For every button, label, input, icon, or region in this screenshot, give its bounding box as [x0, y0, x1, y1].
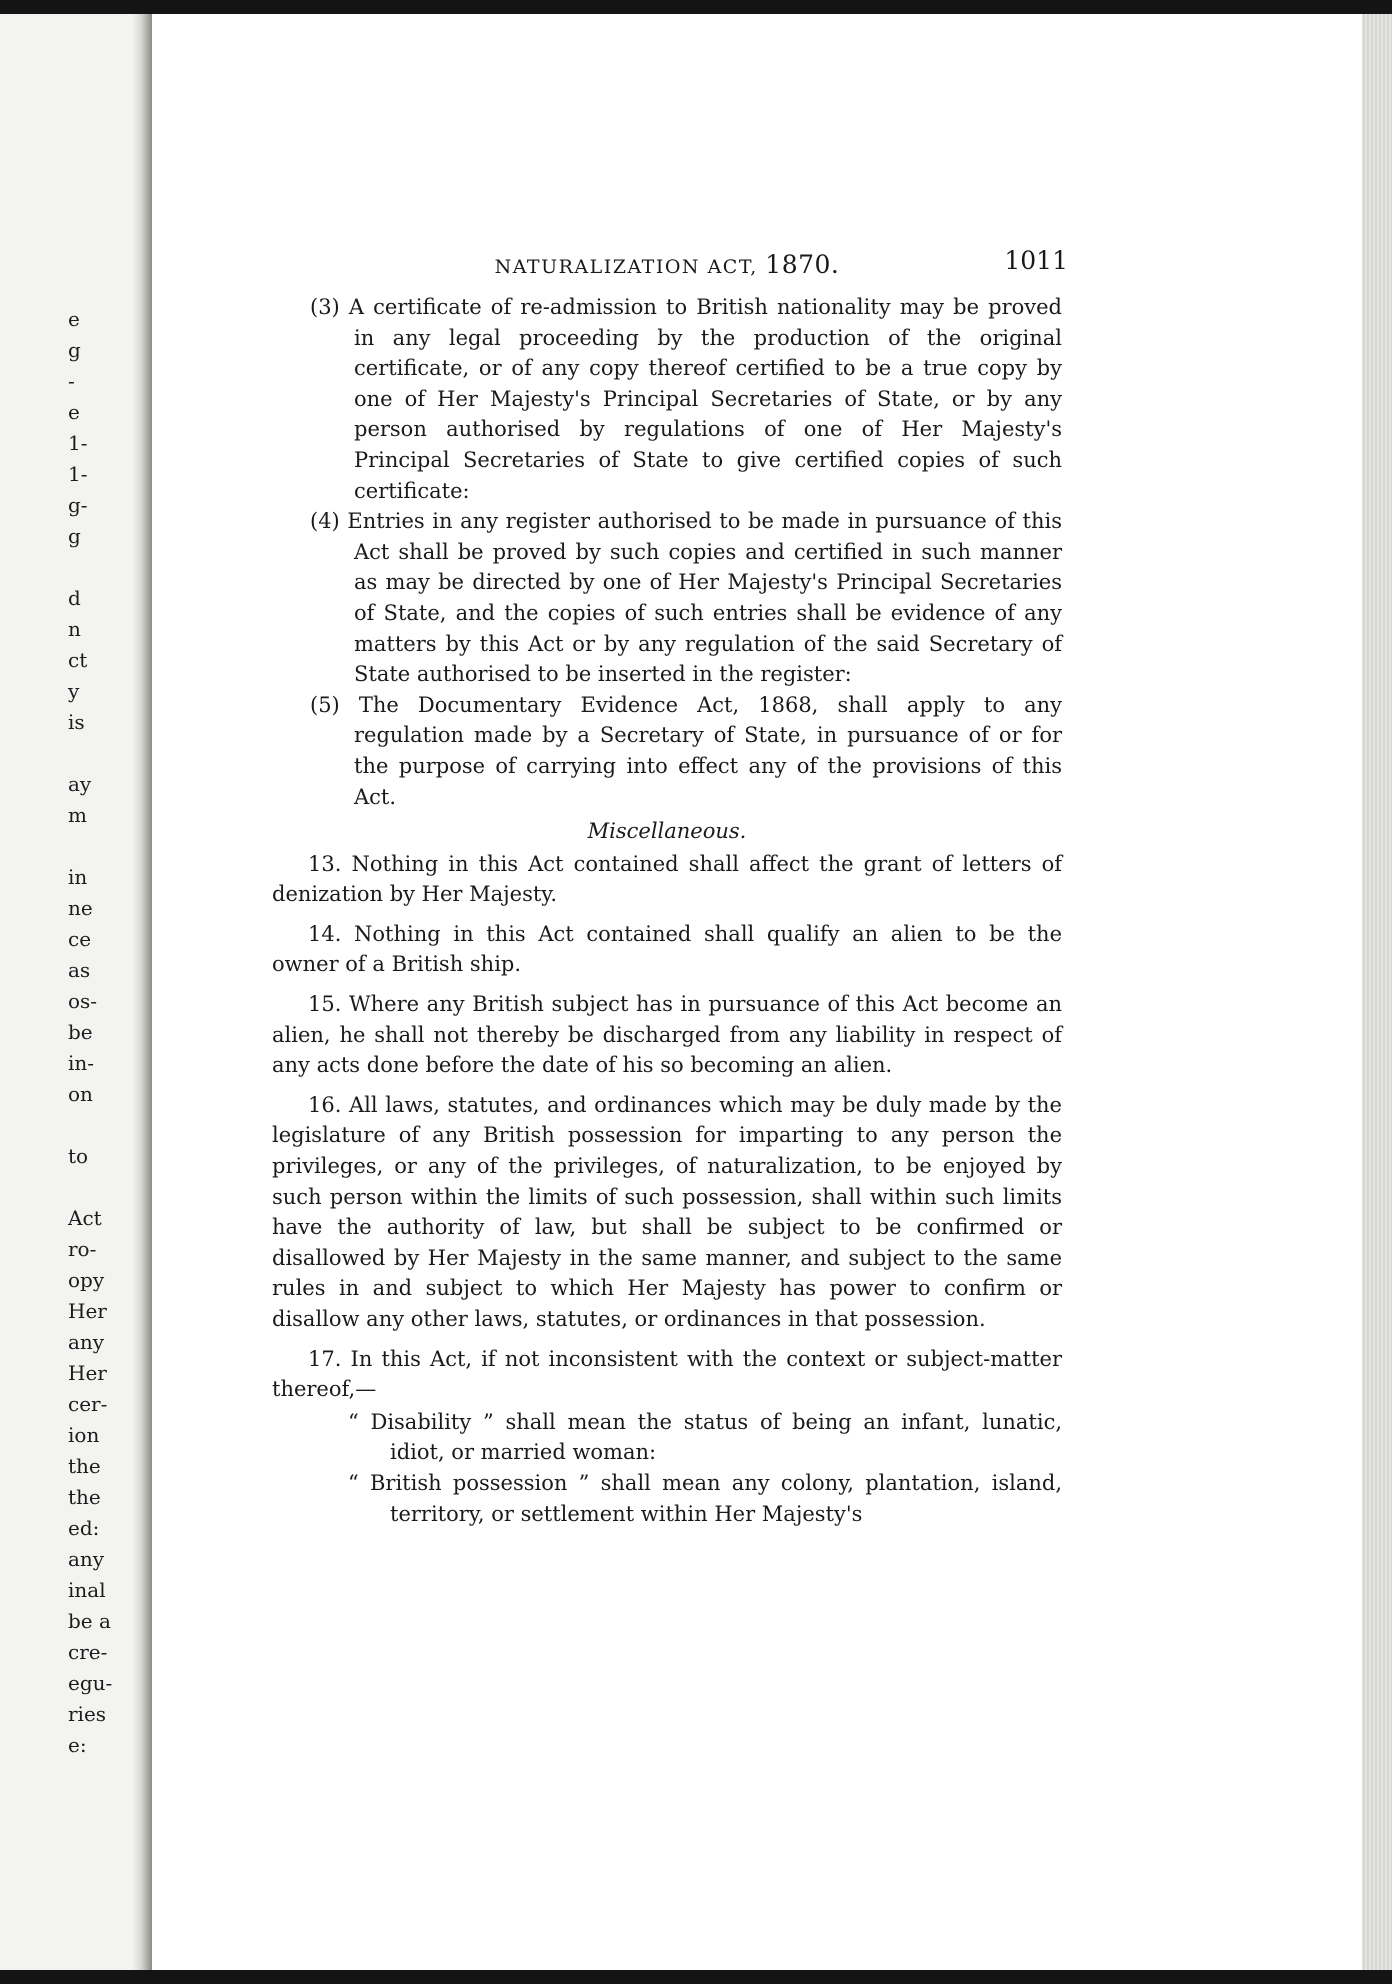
- book-gutter: [132, 14, 152, 1970]
- left-page-fragment: g: [68, 338, 81, 362]
- subsection-label: (5): [310, 692, 340, 717]
- section-heading: Miscellaneous.: [587, 819, 747, 844]
- left-page-fragment: cer-: [68, 1392, 108, 1416]
- left-page-fragment: m: [68, 803, 87, 827]
- left-page-fragment: any: [68, 1330, 105, 1354]
- running-title-text: NATURALIZATION ACT,: [494, 256, 758, 278]
- left-page-fragment: Her: [68, 1299, 107, 1323]
- left-page-fragment: Act: [68, 1206, 102, 1230]
- left-page-fragment: ay: [68, 772, 92, 796]
- running-title: [272, 250, 1062, 283]
- subsection-text: A certificate of re-admission to British nationality may be proved in any legal proceeding by the production of the original certificate, or of any copy thereof certified to be a true copy by one of Her Majesty's Principal Secretaries of State, or by any person authorised by regulations of one of Her Majesty's Principal Secretaries of State to give certified copies of such certificate:: [348, 295, 1062, 503]
- subsection-label: (3): [310, 295, 340, 319]
- left-page-fragment: ro-: [68, 1237, 97, 1261]
- left-page-fragment: ne: [68, 896, 93, 920]
- page-text-block: [272, 246, 1068, 1529]
- running-head: [272, 246, 1068, 286]
- section-16: 16. All laws, statutes, and ordinances which may be duly made by the legislature of any British possession for imparting to any person the privileges, or any of the privileges, of naturalization, to be enjoyed by such person within the limits of such possession, shall within such limits have the authority of law, but shall be subject to be confirmed or disallowed by Her Majesty in the same manner, and subject to the same rules in and subject to which Her Majesty has power to confirm or disallow any other laws, statutes, or ordinances in that possession.: [272, 1092, 1062, 1331]
- left-page-fragment: on: [68, 1082, 93, 1106]
- definition-disability: “ Disability ” shall mean the status of being an infant, lunatic, idiot, or married woman:: [348, 1409, 1062, 1465]
- left-page-fragment: 1-: [68, 462, 88, 486]
- left-page-fragment: ct: [68, 648, 88, 672]
- left-page-fragment: [68, 738, 128, 769]
- left-page-fragment: to: [68, 1144, 89, 1168]
- left-page-fragment: ries: [68, 1702, 107, 1726]
- subsection-text: Entries in any register authorised to be made in pursuance of this Act shall be proved by such copies and certified in such manner as may be directed by one of Her Majesty's Principal Secretaries of State, and the copies of such entries shall be evidence of any matters by this Act or by any regulation of the said Secretary of State authorised to be inserted in the register:: [347, 509, 1062, 687]
- definition-british-possession: “ British possession ” shall mean any colony, plantation, island, territory, or settlement within Her Majesty's: [348, 1470, 1062, 1526]
- left-page-fragment: in-: [68, 1051, 95, 1075]
- section-15: 15. Where any British subject has in pursuance of this Act become an alien, he shall not thereby be discharged from any liability in respect of any acts done before the date of his so becoming an alien.: [272, 992, 1062, 1078]
- left-page-fragment: os-: [68, 989, 98, 1013]
- left-page-fragment: ce: [68, 927, 92, 951]
- left-page-fragment: [68, 1110, 128, 1141]
- left-page-fragment: [68, 1172, 128, 1203]
- left-page-fragment: e: [68, 400, 80, 424]
- left-page-fragment: be a: [68, 1609, 111, 1633]
- left-page-fragment: ion: [68, 1423, 100, 1447]
- section-14: 14. Nothing in this Act contained shall qualify an alien to be the owner of a British ship.: [272, 921, 1062, 977]
- page-number: 1011: [1004, 246, 1068, 275]
- section-13: 13. Nothing in this Act contained shall affect the grant of letters of denization by Her Majesty.: [272, 851, 1062, 907]
- left-page-fragment: d: [68, 586, 81, 610]
- left-page-fragment: is: [68, 710, 85, 734]
- left-page-fragment: as: [68, 958, 91, 982]
- left-page-fragment: ed:: [68, 1516, 100, 1540]
- left-page: [0, 14, 132, 1970]
- subsection-3: [310, 292, 1062, 506]
- left-page-fragment: e: [68, 307, 80, 331]
- left-page-fragment: in: [68, 865, 88, 889]
- left-page-fragment: cre-: [68, 1640, 108, 1664]
- subsection-4: [310, 506, 1062, 690]
- left-page-fragment: y: [68, 679, 80, 703]
- left-page-fragment: any: [68, 1547, 105, 1571]
- page-edge-stack: [1362, 14, 1392, 1970]
- left-page-fragment: g: [68, 524, 81, 548]
- left-page-fragment: [68, 831, 128, 862]
- section-17: 17. In this Act, if not inconsistent with the context or subject-matter thereof,—: [272, 1346, 1062, 1402]
- left-page-fragment: [68, 552, 128, 583]
- subsection-text: The Documentary Evidence Act, 1868, shall apply to any regulation made by a Secretary of State, in pursuance of or for the purpose of carrying into effect any of the provisions of this Act.: [354, 692, 1062, 809]
- left-page-fragment: egu-: [68, 1671, 113, 1695]
- subsection-5: [310, 690, 1062, 812]
- left-page-fragment: the: [68, 1454, 101, 1478]
- left-page-fragment: -: [68, 369, 75, 393]
- left-page-fragment: be: [68, 1020, 93, 1044]
- left-page-fragment: n: [68, 617, 81, 641]
- left-page-fragment: e:: [68, 1733, 87, 1757]
- left-page-fragment: opy: [68, 1268, 105, 1292]
- left-page-text-fragments: [68, 304, 128, 1761]
- left-page-fragment: Her: [68, 1361, 107, 1385]
- left-page-fragment: the: [68, 1485, 101, 1509]
- left-page-fragment: g-: [68, 493, 88, 517]
- left-page-fragment: 1-: [68, 431, 88, 455]
- running-title-year: 1870.: [765, 250, 840, 279]
- left-page-fragment: inal: [68, 1578, 106, 1602]
- subsection-label: (4): [310, 509, 340, 534]
